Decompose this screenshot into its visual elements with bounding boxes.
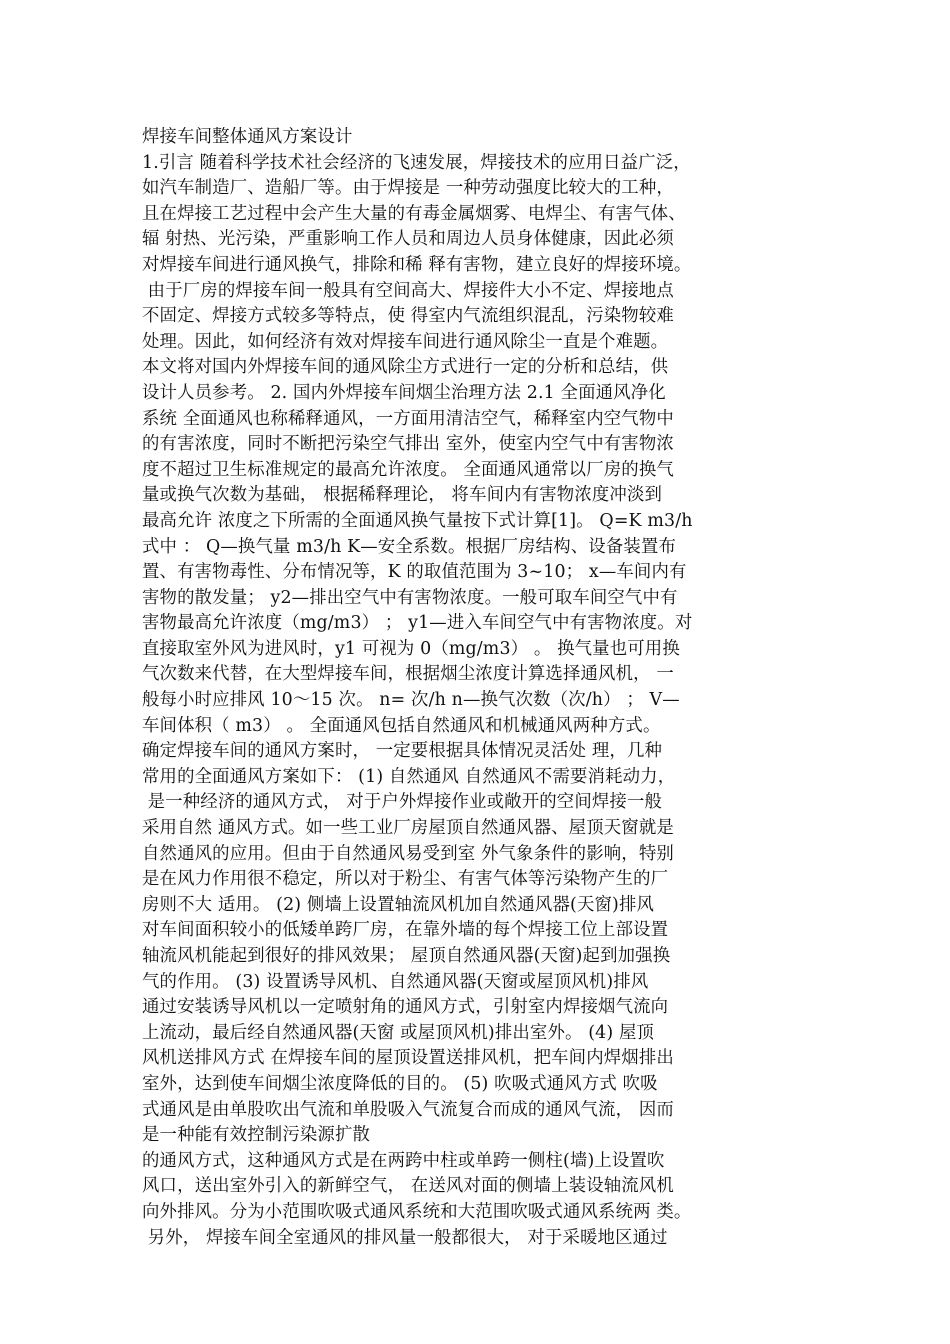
text-line: 另外， 焊接车间全室通风的排风量一般都很大， 对于采暖地区通过 <box>142 1227 668 1248</box>
text-line: 是在风力作用很不稳定，所以对于粉尘、有害气体等污染物产生的厂 <box>142 869 669 890</box>
text-line: 通过安装诱导风机以一定喷射角的通风方式，引射室内焊接烟气流向 <box>142 997 669 1018</box>
text-line: 室外，达到使车间烟尘浓度降低的目的。 (5) 吹吸式通风方式 吹吸 <box>142 1073 658 1094</box>
text-line: 气的作用。 (3) 设置诱导风机、自然通风器(天窗或屋顶风机)排风 <box>142 971 649 992</box>
text-line: 式通风是由单股吹出气流和单股吸入气流复合而成的通风气流， 因而 <box>142 1099 674 1120</box>
text-line: 由于厂房的焊接车间一般具有空间高大、焊接件大小不定、焊接地点 <box>142 280 674 301</box>
text-line: 本文将对国内外焊接车间的通风除尘方式进行一定的分析和总结，供 <box>142 357 669 378</box>
text-line: 是一种能有效控制污染源扩散 <box>142 1125 371 1146</box>
text-line: 对焊接车间进行通风换气，排除和稀 释有害物，建立良好的焊接环境。 <box>142 254 692 275</box>
text-line: 直接取室外风为进风时，y1 可视为 0（mg/m3） 。 换气量也可用换 <box>142 638 680 659</box>
text-line: 自然通风的应用。但由于自然通风易受到室 外气象条件的影响，特别 <box>142 843 674 864</box>
text-line: 量或换气次数为基础， 根据稀释理论， 将车间内有害物浓度冲淡到 <box>142 485 663 506</box>
text-line: 处理。因此，如何经济有效对焊接车间进行通风除尘一直是个难题。 <box>142 331 669 352</box>
text-line: 确定焊接车间的通风方案时， 一定要根据具体情况灵活处 理，几种 <box>142 741 663 762</box>
text-line: 害物的散发量； y2—排出空气中有害物浓度。一般可取车间空气中有 <box>142 587 678 608</box>
text-line: 最高允许 浓度之下所需的全面通风换气量按下式计算[1]。 Q=K m3/h <box>142 510 693 531</box>
text-line: 采用自然 通风方式。如一些工业厂房屋顶自然通风器、屋顶天窗就是 <box>142 818 674 839</box>
text-line: 1.引言 随着科学技术社会经济的飞速发展，焊接技术的应用日益广泛， <box>142 152 691 173</box>
document-title: 焊接车间整体通风方案设计 <box>142 127 353 147</box>
text-line: 常用的全面通风方案如下： (1) 自然通风 自然通风不需要消耗动力， <box>142 766 676 787</box>
text-line: 向外排风。分为小范围吹吸式通风系统和大范围吹吸式通风系统两 类。 <box>142 1201 692 1222</box>
text-line: 风口，送出室外引入的新鲜空气， 在送风对面的侧墙上装设轴流风机 <box>142 1176 674 1197</box>
text-line: 不固定、焊接方式较多等特点，使 得室内气流组织混乱，污染物较难 <box>142 306 674 327</box>
text-line: 如汽车制造厂、造船厂等。由于焊接是 一种劳动强度比较大的工种， <box>142 178 674 199</box>
text-line: 上流动，最后经自然通风器(天窗 或屋顶风机)排出室外。 (4) 屋顶 <box>142 1022 655 1043</box>
text-line: 的有害浓度，同时不断把污染空气排出 室外，使室内空气中有害物浓 <box>142 434 674 455</box>
text-line: 风机送排风方式 在焊接车间的屋顶设置送排风机，把车间内焊烟排出 <box>142 1048 674 1069</box>
text-line: 般每小时应排风 10～15 次。 n= 次/h n—换气次数（次/h） ； V— <box>142 690 680 711</box>
text-line: 气次数来代替，在大型焊接车间，根据烟尘浓度计算选择通风机， 一 <box>142 664 674 685</box>
text-line: 置、有害物毒性、分布情况等，K 的取值范围为 3~10； x—车间内有 <box>142 562 687 583</box>
text-line: 房则不大 适用。 (2) 侧墙上设置轴流风机加自然通风器(天窗)排风 <box>142 894 655 915</box>
text-line: 害物最高允许浓度（mg/m3） ； y1—进入车间空气中有害物浓度。对 <box>142 613 693 634</box>
text-line: 的通风方式，这种通风方式是在两跨中柱或单跨一侧柱(墙)上设置吹 <box>142 1150 665 1171</box>
text-line: 式中 ： Q—换气量 m3/h K—安全系数。根据厂房结构、设备装置布 <box>142 536 676 557</box>
text-line: 车间体积（ m3） 。 全面通风包括自然通风和机械通风两种方式。 <box>142 715 661 736</box>
text-line: 系统 全面通风也称稀释通风，一方面用清洁空气，稀释室内空气物中 <box>142 408 674 429</box>
text-line: 度不超过卫生标准规定的最高允许浓度。 全面通风通常以厂房的换气 <box>142 459 674 480</box>
text-line: 辐 射热、光污染，严重影响工作人员和周边人员身体健康，因此必须 <box>142 229 674 250</box>
text-line: 设计人员参考。 2. 国内外焊接车间烟尘治理方法 2.1 全面通风净化 <box>142 382 666 403</box>
text-line: 是一种经济的通风方式， 对于户外焊接作业或敞开的空间焊接一般 <box>142 792 663 813</box>
text-line: 轴流风机能起到很好的排风效果； 屋顶自然通风器(天窗)起到加强换 <box>142 946 671 966</box>
text-line: 对车间面积较小的低矮单跨厂房，在靠外墙的每个焊接工位上部设置 <box>142 920 669 941</box>
document-body <box>142 125 812 1251</box>
text-line: 且在焊接工艺过程中会产生大量的有毒金属烟雾、电焊尘、有害气体、 <box>142 203 686 224</box>
